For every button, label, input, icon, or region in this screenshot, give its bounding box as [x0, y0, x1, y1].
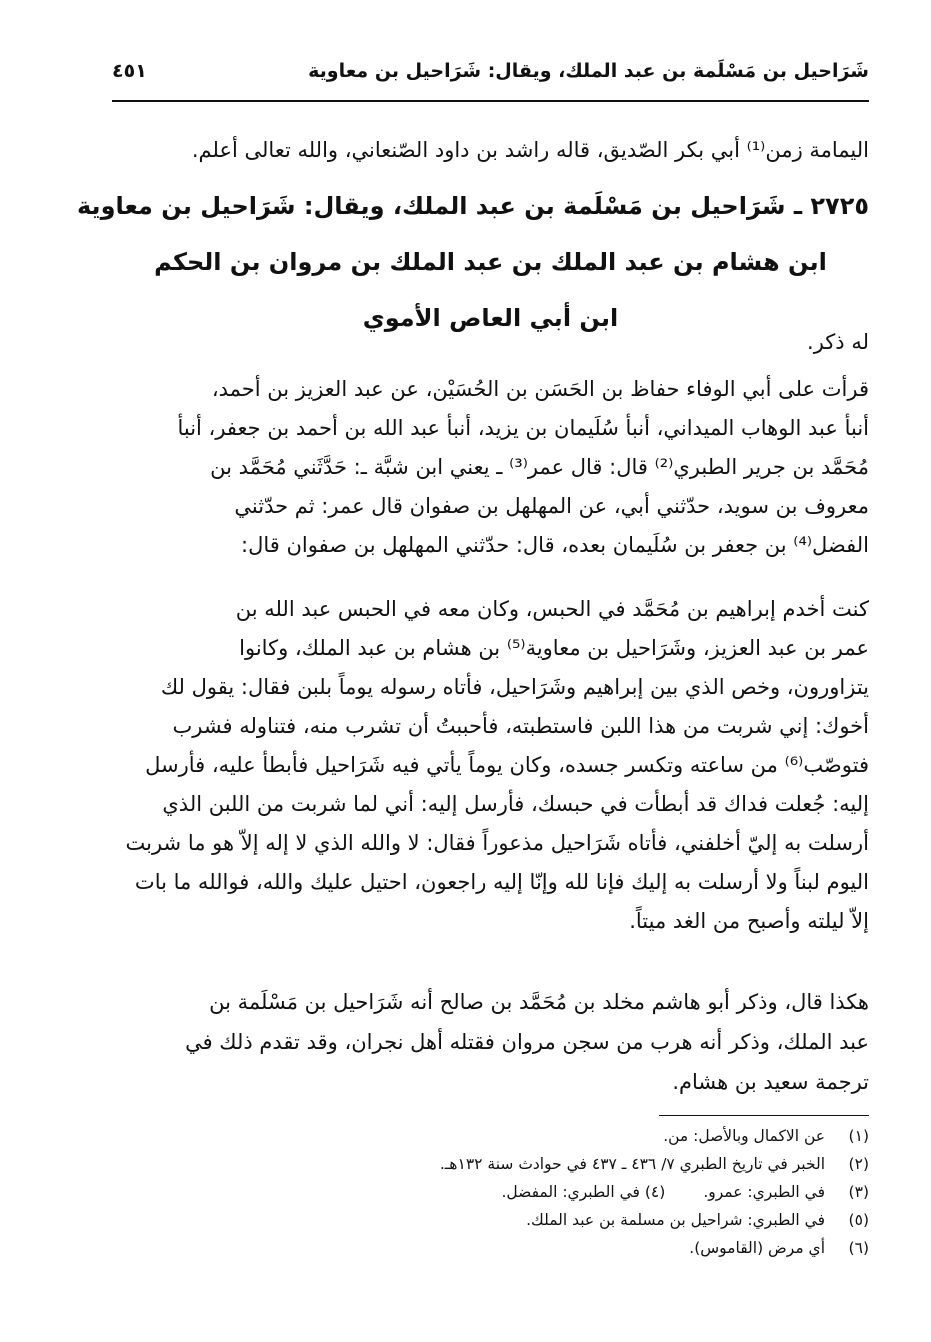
- intro-paragraph: [112, 130, 869, 170]
- footnote-text: في الطبري: عمرو.: [703, 1183, 825, 1201]
- text-line: عمر بن عبد العزيز، وشَرَاحيل بن معاوية⁽⁵⁾ بن هشام بن عبد الملك، وكانوا: [239, 636, 869, 660]
- text-line: أنبأ عبد الوهاب الميداني، أنبأ سُلَيمان بن يزيد، أنبأ عبد الله بن أحمد بن جعفر، أنبأ: [177, 416, 869, 440]
- text-line: فتوصّب⁽⁶⁾ من ساعته وتكسر جسده، وكان يوماً يأتي فيه شَرَاحيل فأبطأ عليه، فأرسل: [145, 753, 869, 777]
- footnote: [112, 1122, 869, 1150]
- footnote: [112, 1206, 869, 1234]
- text-line: اليمامة زمن⁽¹⁾ أبي بكر الصّديق، قاله راشد بن داود الصّنعاني، والله تعالى أعلم.: [191, 138, 869, 162]
- running-header: [112, 58, 869, 102]
- text-line: قرأت على أبي الوفاء حفاظ بن الحَسَن بن الحُسَيْن، عن عبد العزيز بن أحمد،: [211, 377, 869, 401]
- footnote-number: (٣): [848, 1183, 869, 1201]
- text-line: معروف بن سويد، حدّثني أبي، عن المهلهل بن صفوان قال عمر: ثم حدّثني: [234, 494, 869, 518]
- footnote: [112, 1234, 869, 1262]
- footnote: [112, 1150, 869, 1178]
- isnad-paragraph: [112, 370, 869, 565]
- footnote-text: أي مرض (القاموس).: [689, 1239, 825, 1257]
- entry-heading-line: ابن هشام بن عبد الملك بن عبد الملك بن مروان بن الحكم: [154, 248, 827, 276]
- text-line: الفضل⁽⁴⁾ بن جعفر بن سُلَيمان بعده، قال: حدّثني المهلهل بن صفوان قال:: [241, 533, 869, 557]
- entry-note: [112, 322, 869, 362]
- text-line: هكذا قال، وذكر أبو هاشم مخلد بن مُحَمَّد بن صالح أنه شَرَاحيل بن مَسْلَمة بن: [209, 990, 869, 1014]
- text-line: عبد الملك، وذكر أنه هرب من سجن مروان فقتله أهل نجران، وقد تقدم ذلك في: [185, 1030, 869, 1054]
- text-line: كنت أخدم إبراهيم بن مُحَمَّد في الحبس، وكان معه في الحبس عبد الله بن: [235, 597, 869, 621]
- footnote-divider: [659, 1115, 869, 1116]
- text-line: له ذكر.: [807, 330, 869, 354]
- text-line: يتزاورون، وخص الذي بين إبراهيم وشَرَاحيل، فأتاه رسوله يوماً بلبن فقال: يقول لك: [160, 675, 869, 699]
- footnote-text: الخبر في تاريخ الطبري ٧/ ٤٣٦ ـ ٤٣٧ في حوادث سنة ١٣٢هـ.: [439, 1155, 825, 1173]
- closing-paragraph: [112, 982, 869, 1102]
- footnote-number: (٦): [848, 1239, 869, 1257]
- page-number: ٤٥١: [112, 60, 147, 82]
- text-line: إلاّ ليلته وأصبح من الغد ميتاً.: [629, 909, 869, 933]
- footnote-text: عن الاكمال وبالأصل: من.: [663, 1127, 825, 1145]
- footnote: [112, 1178, 869, 1206]
- running-title: شَرَاحيل بن مَسْلَمة بن عبد الملك، ويقال: شَرَاحيل بن معاوية: [308, 60, 869, 82]
- footnotes: [112, 1122, 869, 1262]
- footnote-number: (٢): [848, 1155, 869, 1173]
- footnote-text: في الطبري: شراحيل بن مسلمة بن عبد الملك.: [526, 1211, 825, 1229]
- footnote-number: (١): [848, 1127, 869, 1145]
- footnote-text: في الطبري: المفضل.: [501, 1183, 640, 1201]
- text-line: إليه: جُعلت فداك قد أبطأت في حبسك، فأرسل إليه: أني لما شربت من اللبن الذي: [162, 792, 869, 816]
- text-line: أخوك: إني شربت من هذا اللبن فاستطبته، فأحببتُ أن تشرب منه، فتناوله فشرب: [172, 714, 869, 738]
- text-line: اليوم لبناً ولا أرسلت به إليك فإنا لله وإنّا إليه راجعون، احتيل عليك والله، فوالله ما بات: [134, 870, 869, 894]
- text-line: مُحَمَّد بن جرير الطبري⁽²⁾ قال: قال عمر⁽³⁾ ـ يعني ابن شبَّة ـ: حَدَّثَني مُحَمَّد بن: [210, 455, 869, 479]
- entry-heading-line: ٢٧٢٥ ـ شَرَاحيل بن مَسْلَمة بن عبد الملك، ويقال: شَرَاحيل بن معاوية: [77, 192, 869, 220]
- story-paragraph: [112, 590, 869, 941]
- footnote-number: (٤): [644, 1183, 666, 1201]
- text-line: ترجمة سعيد بن هشام.: [672, 1070, 869, 1094]
- entry-heading: [77, 178, 869, 346]
- text-line: أرسلت به إليّ أخلفني، فأتاه شَرَاحيل مذعوراً فقال: لا والله الذي لا إله إلاّ هو ما شربت: [125, 831, 869, 855]
- entry-heading-line: ابن أبي العاص الأموي: [362, 304, 619, 332]
- footnote-number: (٥): [848, 1211, 869, 1229]
